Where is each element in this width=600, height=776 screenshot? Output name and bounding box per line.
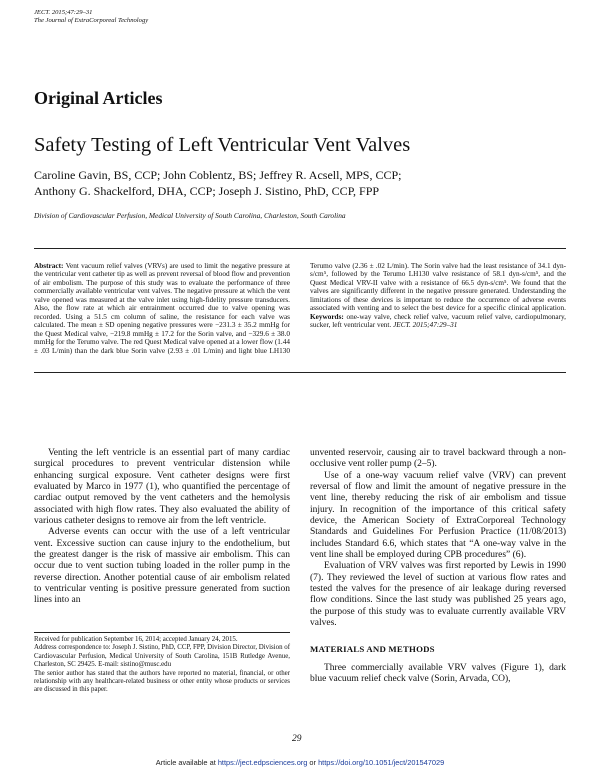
abstract	[34, 262, 566, 363]
journal-site-link[interactable]: https://ject.edpsciences.org	[217, 758, 308, 767]
body-paragraph: Venting the left ventricle is an essential part of many cardiac surgical procedures to prevent ventricular distension while enhancing surgical exposure. Vent catheter designs were first evaluated by Marco in 1977 (1), who quantified the percentage of cardiac output removed by the vent catheters and the hemolysis associated with high flow rates. They also evaluated the ability of various catheter designs to remove air from the left ventricle.	[34, 448, 290, 527]
author-list	[34, 168, 574, 199]
authors-line-2: Anthony G. Shackelford, DHA, CCP; Joseph J. Sistino, PhD, CCP, FPP	[34, 183, 380, 198]
abstract-top-rule	[34, 248, 566, 249]
footnote-received: Received for publication September 16, 2014; accepted January 24, 2015.	[34, 636, 238, 643]
body-paragraph: Use of a one-way vacuum relief valve (VRV) can prevent reversal of flow and limit the amount of negative pressure in the vent line, thereby reducing the risk of air embolism and tissue injury. In recognition of the importance of this critical safety device, the American Society of ExtraCorporeal Technology Standards and Guidelines For Perfusion Practice (11/08/2013) includes Standard 6.6, which states that “A one-way valve in the vent line shall be employed during CPB procedures” (6).	[310, 470, 566, 561]
body-left-column	[34, 448, 290, 607]
doi-link[interactable]: https://doi.org/10.1051/ject/201547029	[318, 758, 445, 767]
header-citation: JECT. 2015;47:29–31	[34, 9, 93, 16]
page-number: 29	[292, 734, 302, 744]
keywords-text: one-way valve, check relief valve, vacuum relief valve, cardiopulmonary, sucker, left ventricular vent.	[310, 312, 566, 330]
availability-prefix: Article available at	[155, 758, 218, 767]
body-paragraph: unvented reservoir, causing air to travel backward through a non-occlusive vent roller pump (2–5).	[310, 448, 566, 470]
body-paragraph: Evaluation of VRV valves was first reported by Lewis in 1990 (7). They reviewed the level of suction at various flow rates and tested the valves for the presence of air leakage during reversed flow conditions. Since the last study was published 25 years ago, the purpose of this study was to evaluate currently available VRV valves.	[310, 561, 566, 629]
footnote	[34, 636, 290, 695]
article-title: Safety Testing of Left Ventricular Vent Valves	[34, 134, 411, 156]
body-right-column	[310, 448, 566, 686]
authors-line-1: Caroline Gavin, BS, CCP; John Coblentz, BS; Jeffrey R. Acsell, MPS, CCP;	[34, 168, 402, 182]
section-title: Original Articles	[34, 88, 163, 108]
footnote-correspondence: Address correspondence to: Joseph J. Sistino, PhD, CCP, FPP, Division Director, Division of Cardiovascular Perfusion, Medical University of South Carolina, 151B Rutledge Avenue, Charleston, SC 29425. E-mail: sistino@musc.edu	[34, 644, 290, 669]
affiliation: Division of Cardiovascular Perfusion, Medical University of South Carolina, Charleston, South Carolina	[34, 211, 346, 220]
running-header	[34, 9, 148, 25]
availability-bar	[0, 758, 600, 767]
body-paragraph: Three commercially available VRV valves (Figure 1), dark blue vacuum relief check valve (Sorin, Arvada, CO),	[310, 662, 566, 685]
availability-middle: or	[307, 758, 319, 767]
methods-heading: MATERIALS AND METHODS	[310, 643, 435, 654]
keywords-label: Keywords:	[310, 312, 344, 321]
abstract-bottom-rule	[34, 372, 566, 373]
abstract-citation: JECT. 2015;47:29–31	[391, 321, 458, 330]
header-journal-name: The Journal of ExtraCorporeal Technology	[34, 17, 149, 24]
footnote-rule	[34, 632, 290, 633]
abstract-label: Abstract:	[34, 262, 64, 270]
body-paragraph: Adverse events can occur with the use of a left ventricular vent. Excessive suction can cause injury to the endothelium, but the greatest danger is the risk of massive air embolism. This can occur due to vent suction tubing loaded in the roller pump in the reverse direction. Another potential cause of air embolism related to ventricular venting is positive pressure generated from suction lines into an	[34, 527, 290, 606]
abstract-text: Vent vacuum relief valves (VRVs) are used to limit the negative pressure at the ventricular vent catheter tip as well as prevent reversal of blood flow and prevention of air embolism. The purpose of this study was to evaluate the performance of three commercially available ventricular vent valves. The negative pressure at which the vent valve opened was measured at the valve inlet using high-fidelity pressure transducers. Also, the flow rate at which air entrainment occurred due to valve opening was recorded. Using a 51.5 cm column of saline, the resistance for each valve was calculated. The mean ± SD opening negative pressures were −231.3 ± 35.2 mmHg for the Quest Medical valve, −219.8 mmHg ± 17.2 for the Sorin valve, and −329.6 ± 38.0 mmHg for the Terumo valve. The red Quest Medical valve opened at a lower flow (1.44 ± .03 L/min) than the dark blue Sorin valve (2.93 ± .01 L/min) and light blue LH130 Terumo valve (2.36 ± .02 L/min). The Sorin valve had the least resistance of 34.1 dyn-s/cm⁵, followed by the Terumo LH130 valve resistance of 58.1 dyn-s/cm⁵, and the Quest Medical VRV-II valve with a resistance of 66.5 dyn-s/cm⁵. We found that the valves are significantly different in the negative pressure generated. Understanding the limitations of these devices is important to reduce the occurrence of adverse events associated with venting and to select the best device for a specific clinical application.	[34, 262, 566, 355]
footnote-disclosure: The senior author has stated that the authors have reported no material, financial, or other relationship with any healthcare-related business or other entity whose products or services are discussed in this paper.	[34, 669, 290, 694]
